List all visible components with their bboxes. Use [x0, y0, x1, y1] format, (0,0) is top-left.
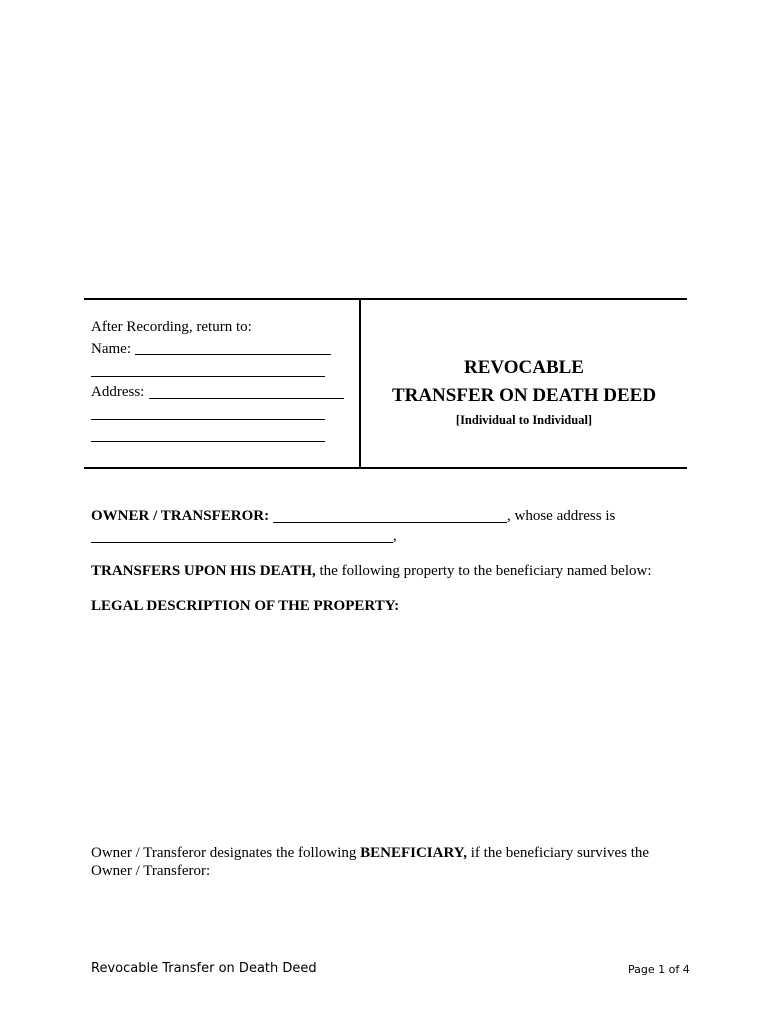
transfers-bold: TRANSFERS UPON HIS DEATH, — [91, 563, 316, 579]
deed-title-line-2: TRANSFER ON DEATH DEED — [391, 385, 657, 406]
owner-address-comma: , — [393, 528, 397, 544]
after-recording-label: After Recording, return to: — [91, 319, 252, 335]
address-blank[interactable] — [149, 398, 344, 399]
beneficiary-bold: BENEFICIARY, — [360, 845, 467, 861]
header-top-rule — [84, 298, 687, 300]
deed-subtitle: [Individual to Individual] — [455, 413, 593, 427]
name-label: Name: — [91, 341, 131, 357]
footer-page-number: Page 1 of 4 — [628, 963, 690, 976]
address-blank-line-3[interactable] — [91, 441, 325, 442]
owner-label: OWNER / TRANSFEROR: — [91, 508, 270, 524]
name-blank-line-2[interactable] — [91, 376, 325, 377]
address-blank-line-2[interactable] — [91, 419, 325, 420]
owner-address-blank[interactable] — [91, 542, 393, 543]
owner-name-blank[interactable] — [273, 522, 507, 523]
transfers-statement — [91, 562, 652, 580]
transfers-rest: the following property to the beneficiary named below: — [315, 563, 652, 579]
footer-doc-title: Revocable Transfer on Death Deed — [91, 961, 317, 976]
owner-address-intro: , whose address is — [507, 508, 616, 524]
beneficiary-statement — [91, 844, 649, 862]
header-bottom-rule — [84, 467, 687, 469]
header-divider — [359, 298, 361, 469]
legal-description-label: LEGAL DESCRIPTION OF THE PROPERTY: — [91, 598, 400, 614]
beneficiary-part-1: Owner / Transferor designates the following — [91, 845, 361, 861]
beneficiary-line-2: Owner / Transferor: — [91, 863, 211, 879]
name-blank[interactable] — [135, 354, 331, 355]
deed-title-line-1: REVOCABLE — [464, 357, 584, 378]
address-label: Address: — [91, 384, 145, 400]
beneficiary-part-2: if the beneficiary survives the — [467, 845, 650, 861]
